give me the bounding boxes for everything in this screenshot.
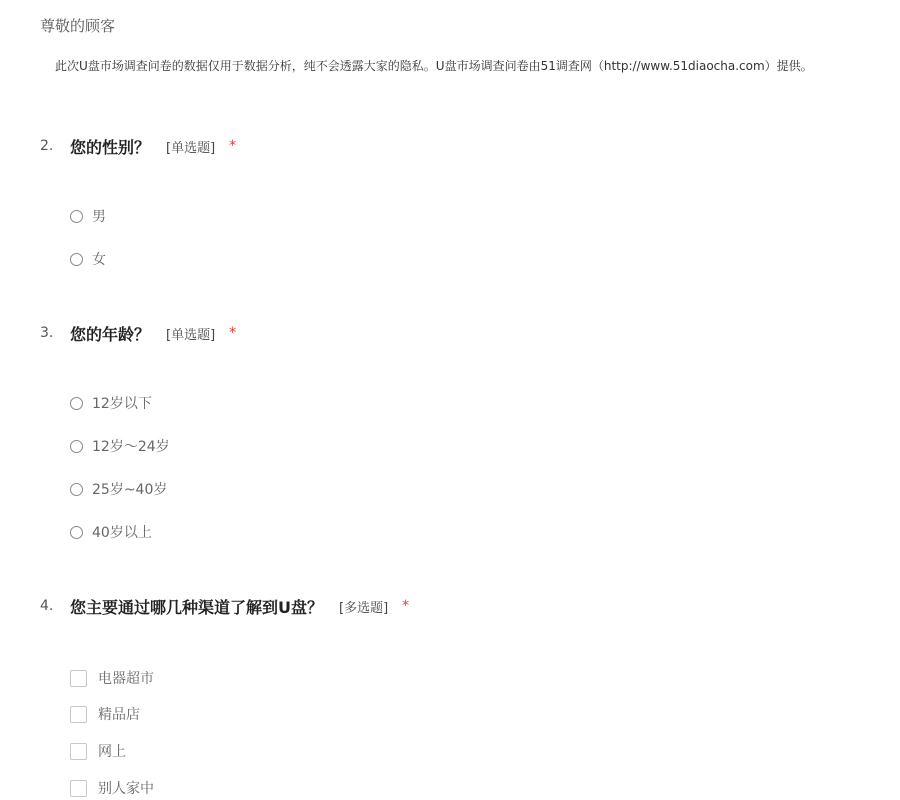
required-marker: * xyxy=(229,138,237,154)
checkbox[interactable] xyxy=(70,670,87,687)
option-label: 精品店 xyxy=(98,707,140,723)
option-label: 电器超市 xyxy=(98,671,154,687)
required-marker: * xyxy=(229,325,237,341)
question-age-header xyxy=(40,321,236,345)
question-type-label: [单选题] xyxy=(166,140,216,156)
radio-button[interactable] xyxy=(70,397,83,410)
question-gender-header xyxy=(40,134,236,158)
question-type-label: [多选题] xyxy=(339,600,389,616)
question-number: 4. xyxy=(40,598,54,614)
option-label: 12岁以下 xyxy=(92,396,152,412)
question-title: 您的性别？ xyxy=(70,137,151,157)
option-age-25-40[interactable] xyxy=(70,478,167,500)
option-age-over-40[interactable] xyxy=(70,521,152,543)
checkbox[interactable] xyxy=(70,743,87,760)
greeting-heading: 尊敬的顾客 xyxy=(40,17,116,35)
option-gender-male[interactable] xyxy=(70,205,106,227)
question-number: 3. xyxy=(40,325,54,341)
radio-button[interactable] xyxy=(70,483,83,496)
required-marker: * xyxy=(402,598,410,614)
option-label: 25岁~40岁 xyxy=(92,482,168,498)
checkbox[interactable] xyxy=(70,780,87,797)
question-type-label: [单选题] xyxy=(166,327,216,343)
question-channel-header xyxy=(40,594,409,618)
option-age-under-12[interactable] xyxy=(70,392,152,414)
option-label: 40岁以上 xyxy=(92,525,152,541)
question-title: 您主要通过哪几种渠道了解到U盘？ xyxy=(70,597,323,617)
radio-button[interactable] xyxy=(70,526,83,539)
option-label: 男 xyxy=(92,209,106,225)
option-gender-female[interactable] xyxy=(70,248,106,270)
option-label: 女 xyxy=(92,252,106,268)
checkbox[interactable] xyxy=(70,706,87,723)
radio-button[interactable] xyxy=(70,210,83,223)
radio-button[interactable] xyxy=(70,440,83,453)
option-channel-electronics-store[interactable] xyxy=(70,667,154,689)
option-channel-online[interactable] xyxy=(70,740,126,762)
question-title: 您的年龄？ xyxy=(70,324,151,344)
intro-text: 此次U盘市场调查问卷的数据仅用于数据分析，纯不会透露大家的隐私。U盘市场调查问卷由51调查网（http://www.51diaocha.com）提供。 xyxy=(55,59,813,73)
option-label: 12岁～24岁 xyxy=(92,439,170,455)
question-number: 2. xyxy=(40,138,54,154)
radio-button[interactable] xyxy=(70,253,83,266)
option-channel-others-home[interactable] xyxy=(70,777,154,799)
option-label: 网上 xyxy=(98,744,126,760)
option-label: 别人家中 xyxy=(98,781,154,797)
option-channel-boutique[interactable] xyxy=(70,703,140,725)
option-age-12-24[interactable] xyxy=(70,435,170,457)
